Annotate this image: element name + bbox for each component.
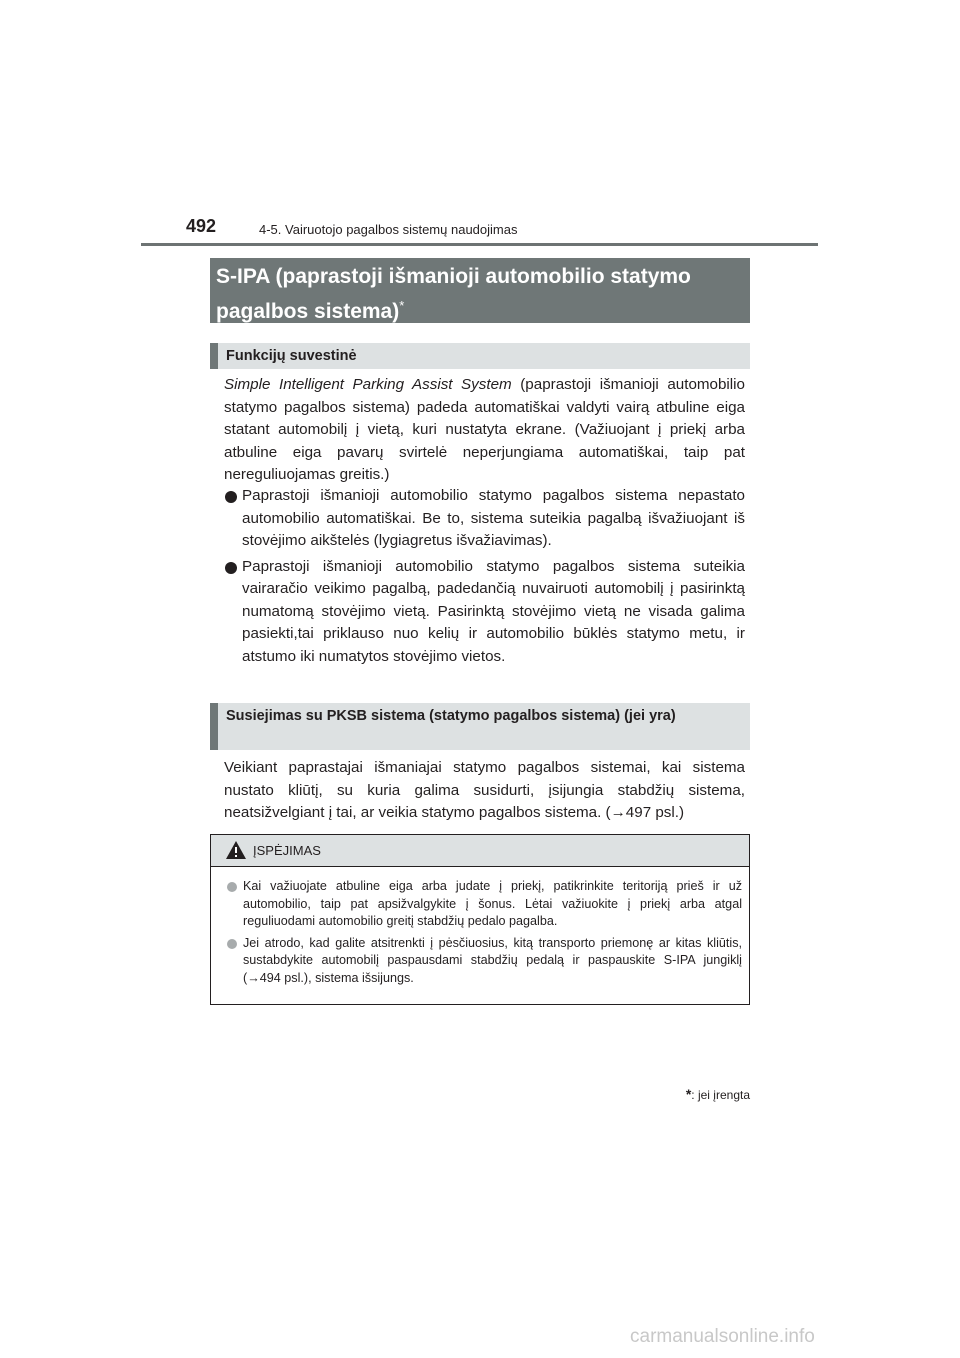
pksb-heading: Susiejimas su PKSB sistema (statymo pagalbos sistema) (jei yra) — [210, 703, 750, 750]
bullet-icon — [225, 562, 237, 574]
bullet-text: Paprastoji išmanioji automobilio statymo pagalbos sistema suteikia vairaračio veikimo pagalbą, padedančią nuvairuoti automobilį į pasirinktą numatomą stovėjimo vietą. Pasirinktą stovėjimo vietą ne visada galima pasiekti,tai priklauso nuo kelių ir automobilio būklės statymo metu, ir atstumo iki numatytos stovėjimo vietos. — [242, 557, 745, 665]
intro-italic: Simple Intelligent Parking Assist System — [224, 376, 512, 393]
summary-bullet — [224, 556, 745, 669]
warning-item-text: Kai važiuojate atbuline eiga arba judate į priekį, patikrinkite teritoriją prieš ir už automobilio, taip pat apsižvalgykite į šonus. Lėtai važiuokite į priekį arba atgal reguliuodami automobilio greitį stabdžių pedalo pagalba. — [243, 879, 742, 928]
warning-box — [210, 834, 750, 1005]
warning-item — [225, 878, 742, 931]
pksb-text: Veikiant paprastajai išmaniajai statymo pagalbos sistemai, kai sistema nustato kliūtį, su kuria galima susidurti, įsijungia stabdžių sistema, neatsižvelgiant į tai, ar veikia statymo pagalbos sistema. (→497 psl.) — [224, 759, 745, 821]
warning-item-text: Jei atrodo, kad galite atsitrenkti į pėsčiuosius, kitą transporto priemonę ar kitas kliūtis, sustabdykite automobilį paspausdami stabdžių pedalą ir paspauskite S-IPA jungiklį (→494 psl.), sistema išsijungs. — [243, 935, 742, 985]
warning-bullet-icon — [227, 882, 237, 892]
section-label: 4-5. Vairuotojo pagalbos sistemų naudojimas — [259, 222, 518, 237]
warning-header — [211, 835, 749, 867]
header-rule — [141, 243, 818, 246]
warning-title: ĮSPĖJIMAS — [253, 843, 321, 858]
footnote-text: : jei įrengta — [691, 1088, 750, 1102]
summary-bullet — [224, 485, 745, 553]
summary-bullet-list — [224, 485, 745, 671]
footnote-star: * — [685, 1086, 692, 1102]
footnote — [686, 1086, 750, 1102]
warning-list — [211, 867, 749, 987]
page-number: 492 — [186, 216, 217, 236]
page-title — [210, 258, 750, 323]
summary-intro — [224, 374, 745, 487]
page-title-text: S-IPA (paprastoji išmanioji automobilio statymo pagalbos sistema) — [216, 265, 691, 323]
summary-heading: Funkcijų suvestinė — [210, 343, 750, 369]
watermark: carmanualsonline.info — [630, 1326, 815, 1347]
title-asterisk: * — [399, 298, 405, 313]
warning-item — [225, 935, 742, 988]
warning-icon — [225, 840, 247, 860]
intro-rest: (paprastoji išmanioji automobilio statymo pagalbos sistema) padeda automatiškai valdyti vairą atbuline eiga statant automobilį į vietą, kuri nustatyta ekrane. (Važiuojant į priekį arba atbuline eiga pavarų svirtelė neperjungiama automatiškai, taip pat nereguliuojamas greitis.) — [224, 376, 746, 483]
bullet-text: Paprastoji išmanioji automobilio statymo pagalbos sistema nepastato automobilio automatiškai. Be to, sistema suteikia pagalbą išvažiuojant iš stovėjimo aikštelės (lygiagretus išvažiavimas). — [242, 487, 745, 549]
warning-bullet-icon — [227, 939, 237, 949]
bullet-icon — [225, 491, 237, 503]
